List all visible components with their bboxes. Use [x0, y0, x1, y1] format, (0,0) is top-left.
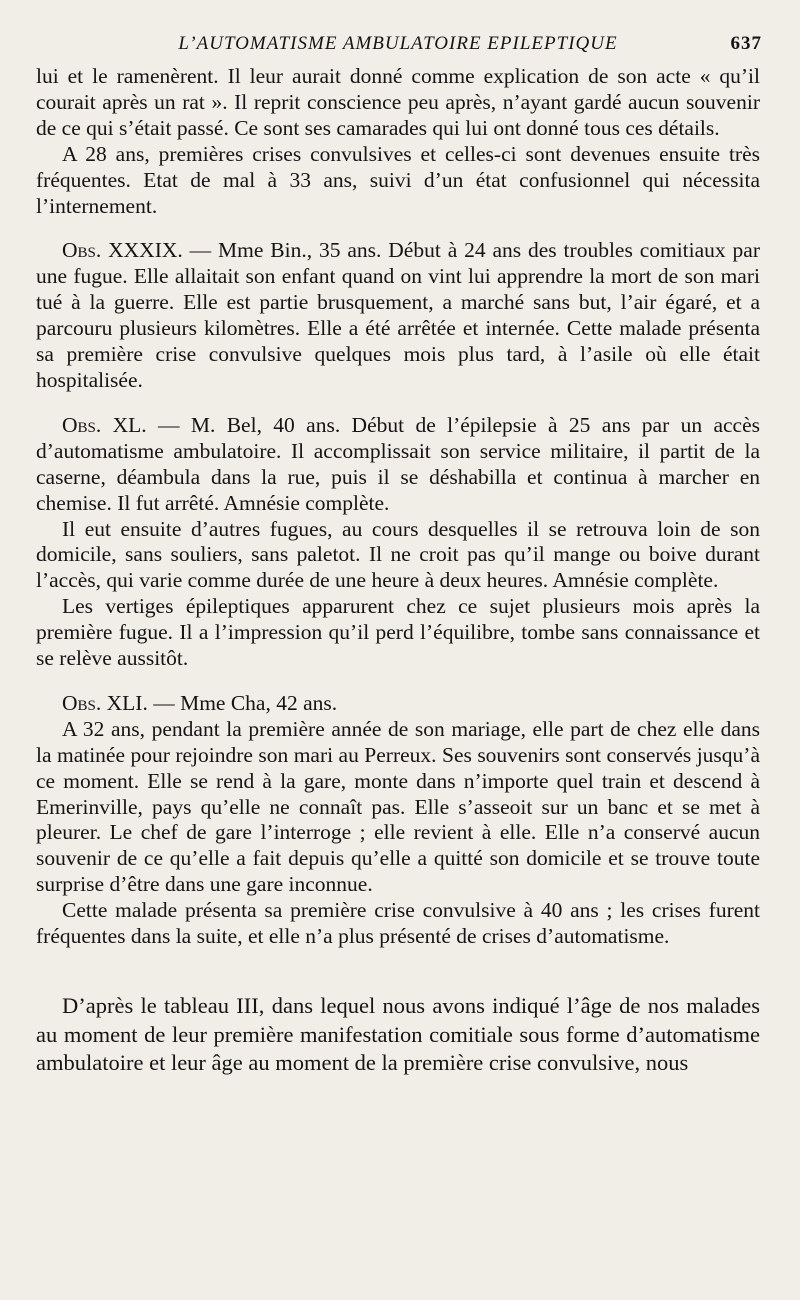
concluding-paragraph: D’après le tableau III, dans lequel nous avons indiqué l’âge de nos malades au moment de leur première manifestation comitiale sous forme d’automatisme ambulatoire et leur âge au moment de la première crise convulsive, nous: [36, 993, 760, 1075]
continued-paragraph: lui et le ramenèrent. Il leur aurait donné comme explication de son acte « qu’il courait après un rat ». Il reprit conscience peu après, n’ayant gardé aucun souvenir de ce qui s’était passé. Ce sont ses camarades qui lui ont donné tous ces détails.: [36, 64, 760, 140]
observation-40: [36, 413, 760, 517]
paragraph-crises: A 28 ans, premières crises convulsives et celles-ci sont devenues ensuite très fréquentes. Etat de mal à 33 ans, suivi d’un état confusionnel qui nécessita l’internement.: [36, 141, 760, 218]
observation-41-paragraph-2: A 32 ans, pendant la première année de son mariage, elle part de chez elle dans la matinée pour rejoindre son mari au Perreux. Ses souvenirs sont conservés jusqu’à ce moment. Elle se rend à la gare, monte dans n’importe quel train et descend à Emerinville, pays qu’elle ne connaît pas. Elle s’asseoit sur un banc et se met à pleurer. Le chef de gare l’interroge ; elle revient à elle. Elle n’a conservé aucun souvenir de ce qu’elle a fait depuis qu’elle a quitté son domicile et se trouve toute surprise d’être dans une gare inconnue.: [36, 716, 760, 897]
observation-41-paragraph-3: Cette malade présenta sa première crise convulsive à 40 ans ; les crises furent fréquentes dans la suite, et elle n’a plus présenté de crises d’automatisme.: [36, 898, 760, 949]
running-title: L’AUTOMATISME AMBULATOIRE EPILEPTIQUE: [178, 33, 618, 54]
observation-label: Obs. XLI.: [62, 690, 148, 715]
observation-39: [36, 238, 760, 393]
page-number: 637: [730, 33, 762, 54]
running-header: [36, 24, 760, 64]
observation-text: — Mme Bin., 35 ans. Début à 24 ans des troubles comitiaux par une fugue. Elle allaitait son enfant quand on vint lui apprendre la mort de son mari tué à la guerre. Elle est partie brusquement, a marché sans but, l’air égaré, et a parcouru plusieurs kilomètres. Elle a été arrêtée et internée. Cette malade présenta sa première crise convulsive quelques mois plus tard, à l’asile où elle était hospitalisée.: [36, 238, 761, 392]
observation-text: — Mme Cha, 42 ans.: [147, 690, 338, 715]
observation-label: Obs. XL.: [62, 412, 147, 437]
observation-40-paragraph-3: Les vertiges épileptiques apparurent chez ce sujet plusieurs mois après la première fugue. Il a l’impression qu’il perd l’équilibre, tombe sans connaissance et se relève aussitôt.: [36, 594, 760, 671]
observation-40-paragraph-2: Il eut ensuite d’autres fugues, au cours desquelles il se retrouva loin de son domicile, sans souliers, sans paletot. Il ne croit pas qu’il mange ou boive durant l’accès, qui varie comme durée de une heure à deux heures. Amnésie complète.: [36, 516, 760, 593]
page-body: [36, 64, 760, 1078]
observation-text: — M. Bel, 40 ans. Début de l’épilepsie à 25 ans par un accès d’automatisme ambulatoire. Il accomplissait son service militaire, il partit de la caserne, déambula dans la rue, puis il se déshabilla et continua à marcher en chemise. Il fut arrêté. Amnésie complète.: [36, 412, 760, 515]
observation-41: [36, 691, 760, 717]
observation-label: Obs. XXXIX.: [62, 238, 183, 263]
